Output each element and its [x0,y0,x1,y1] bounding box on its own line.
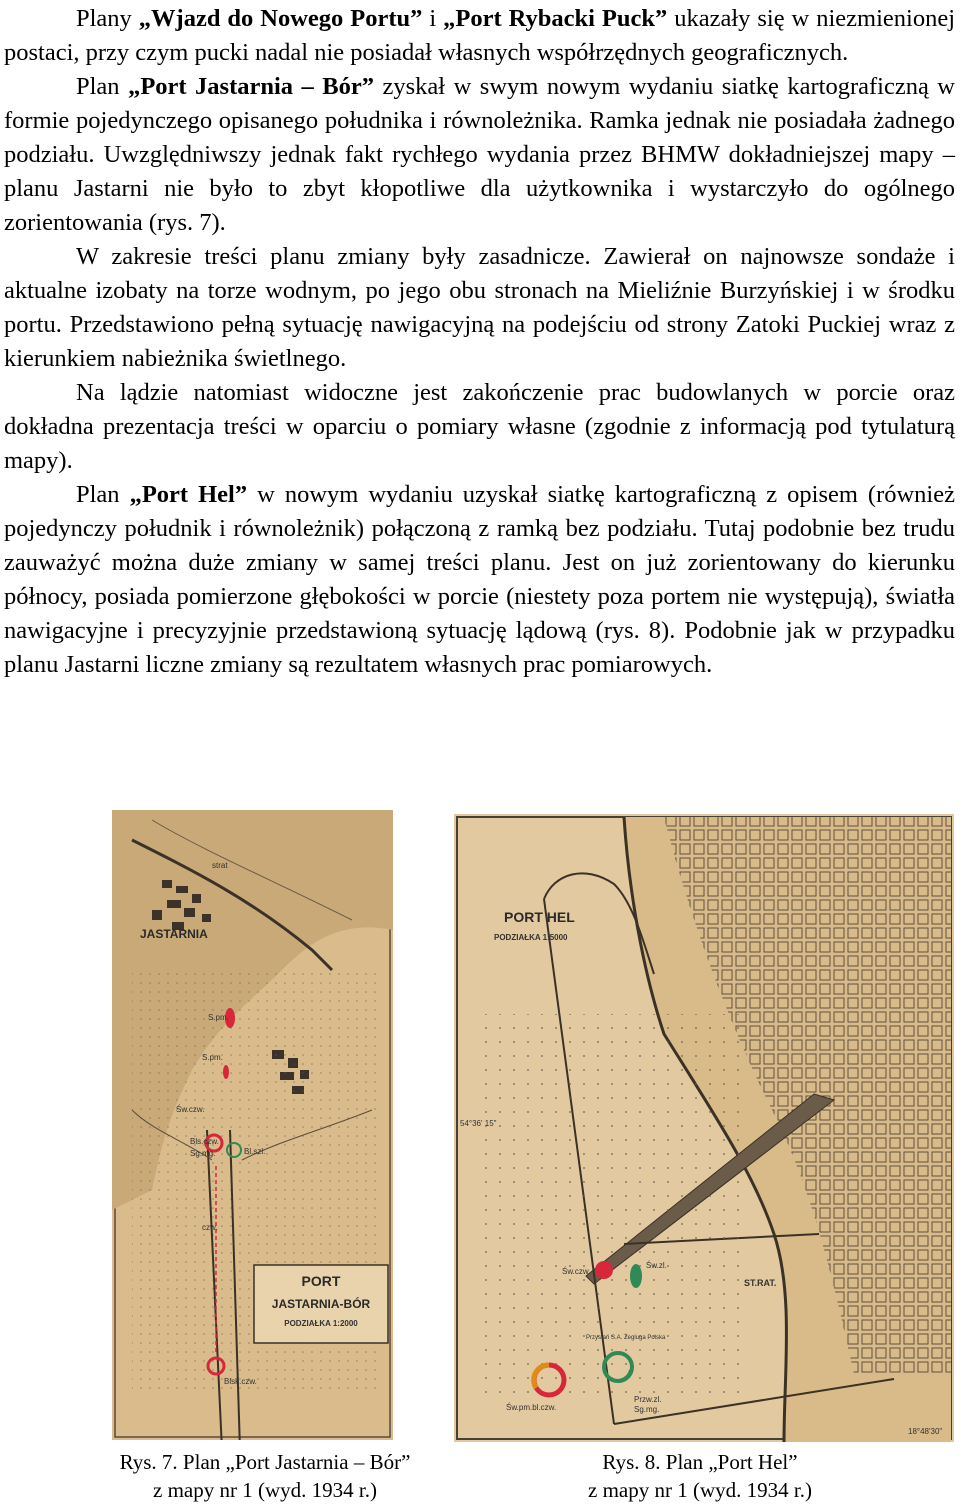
map-label: Św.pm.bl.czw. [506,1403,557,1412]
map-hel-figure [454,814,954,1442]
map-label: Bls.czw. [190,1137,219,1146]
figure-7-caption [60,1448,470,1504]
map-label: ST.RAT. [744,1278,777,1288]
map-label: czw. [202,1223,218,1232]
map-label: S.pm. [202,1053,223,1062]
caption-line: z mapy nr 1 (wyd. 1934 r.) [588,1478,812,1502]
map-title: PORT [301,1273,341,1289]
text-run: ukazały się w niezmienionej postaci, przy czym pucki nadal nie posiadał własnych współrzędnych geograficznych. [4,5,956,66]
bold-title: „Port Hel” [129,481,248,508]
map-label: Sg.mg. [190,1149,216,1158]
map-label: Przystań S.A. Żegluga Polska [586,1335,666,1341]
map-label: Sg.mg. [634,1405,660,1414]
map-title: PORT HEL [504,909,575,925]
map-scale: PODZIAŁKA 1:5000 [494,933,568,942]
bold-title: „Port Jastarnia – Bór” [128,73,375,100]
map-title: JASTARNIA-BÓR [271,1297,371,1311]
map-jastarnia-image [112,810,393,1440]
coordinate-label: 18°48'30" [908,1427,943,1436]
bold-title: „Wjazd do Nowego Portu” [138,5,423,32]
text-run: Plany [76,5,139,32]
paragraph-2 [4,70,955,240]
coordinate-label: 54°36' 15" [460,1119,497,1128]
text-run: zyskał w swym nowym wydaniu siatkę kartograficzną w formie pojedynczego opisanego południka i równoleżnika. Ramka jednak nie posiadała żadnego podziału. Uwzględniwszy jednak fakt rychłego wydania przez BHMW dokładniejszej mapy – planu Jastarni nie było to zbyt kłopotliwe dla użytkownika i wystarczyło do ogólnego zorientowania (rys. 7). [4,73,956,236]
map-label: Blsk.czw. [224,1377,257,1386]
caption-line: z mapy nr 1 (wyd. 1934 r.) [153,1478,377,1502]
map-hel-image [454,814,954,1442]
figure-8-caption [490,1448,910,1504]
caption-line: Rys. 8. Plan „Port Hel” [602,1450,798,1474]
green-light-marker [630,1264,642,1288]
paragraph-1 [4,2,955,70]
body-text [4,2,955,682]
bold-title: „Port Rybacki Puck” [443,5,668,32]
town-label: JASTARNIA [140,927,208,941]
map-scale: PODZIAŁKA 1:2000 [284,1319,358,1328]
paragraph-4: Na lądzie natomiast widoczne jest zakończenie prac budowlanych w porcie oraz dokładna prezentacja treści w oparciu o pomiary własne (zgodnie z informacją pod tytulaturą mapy). [4,379,955,474]
red-light-marker [223,1065,229,1079]
text-run: Plan [76,73,129,100]
paragraph-3: W zakresie treści planu zmiany były zasadnicze. Zawierał on najnowsze sondaże i aktualne izobaty na torze wodnym, po jego obu stronach na Mieliźnie Burzyńskiej i w środku portu. Przedstawiono pełną sytuację nawigacyjną na podejściu od strony Zatoki Puckiej wraz z kierunkiem nabieżnika świetlnego. [4,243,955,372]
paragraph-5 [4,478,955,682]
map-label: Św.zl. [646,1261,667,1270]
map-label: Przw.zl. [634,1395,662,1404]
map-label: S.pm. [208,1013,229,1022]
map-label: strat [212,861,228,870]
map-label: Bl.szl. [244,1147,266,1156]
text-run: i [422,5,444,32]
text-run: Plan [76,481,130,508]
caption-line: Rys. 7. Plan „Port Jastarnia – Bór” [119,1450,411,1474]
map-label: Św.czw. [176,1105,205,1114]
red-light-marker [595,1261,613,1279]
text-run: w nowym wydaniu uzyskał siatkę kartograficzną z opisem (również pojedynczy południk i równoleżnik) połączoną z ramką bez podziału. Tutaj podobnie bez trudu zauważyć można duże zmiany w samej treści planu. Jest on już zorientowany do kierunku północy, posiada pomierzone głębokości w porcie (niestety poza portem nie występują), światła nawigacyjne i precyzyjnie przedstawioną sytuację lądową (rys. 8). Podobnie jak w przypadku planu Jastarni liczne zmiany są rezultatem własnych prac pomiarowych. [4,481,955,678]
map-jastarnia-figure [112,810,393,1440]
map-label: Św.czw. [562,1267,591,1276]
